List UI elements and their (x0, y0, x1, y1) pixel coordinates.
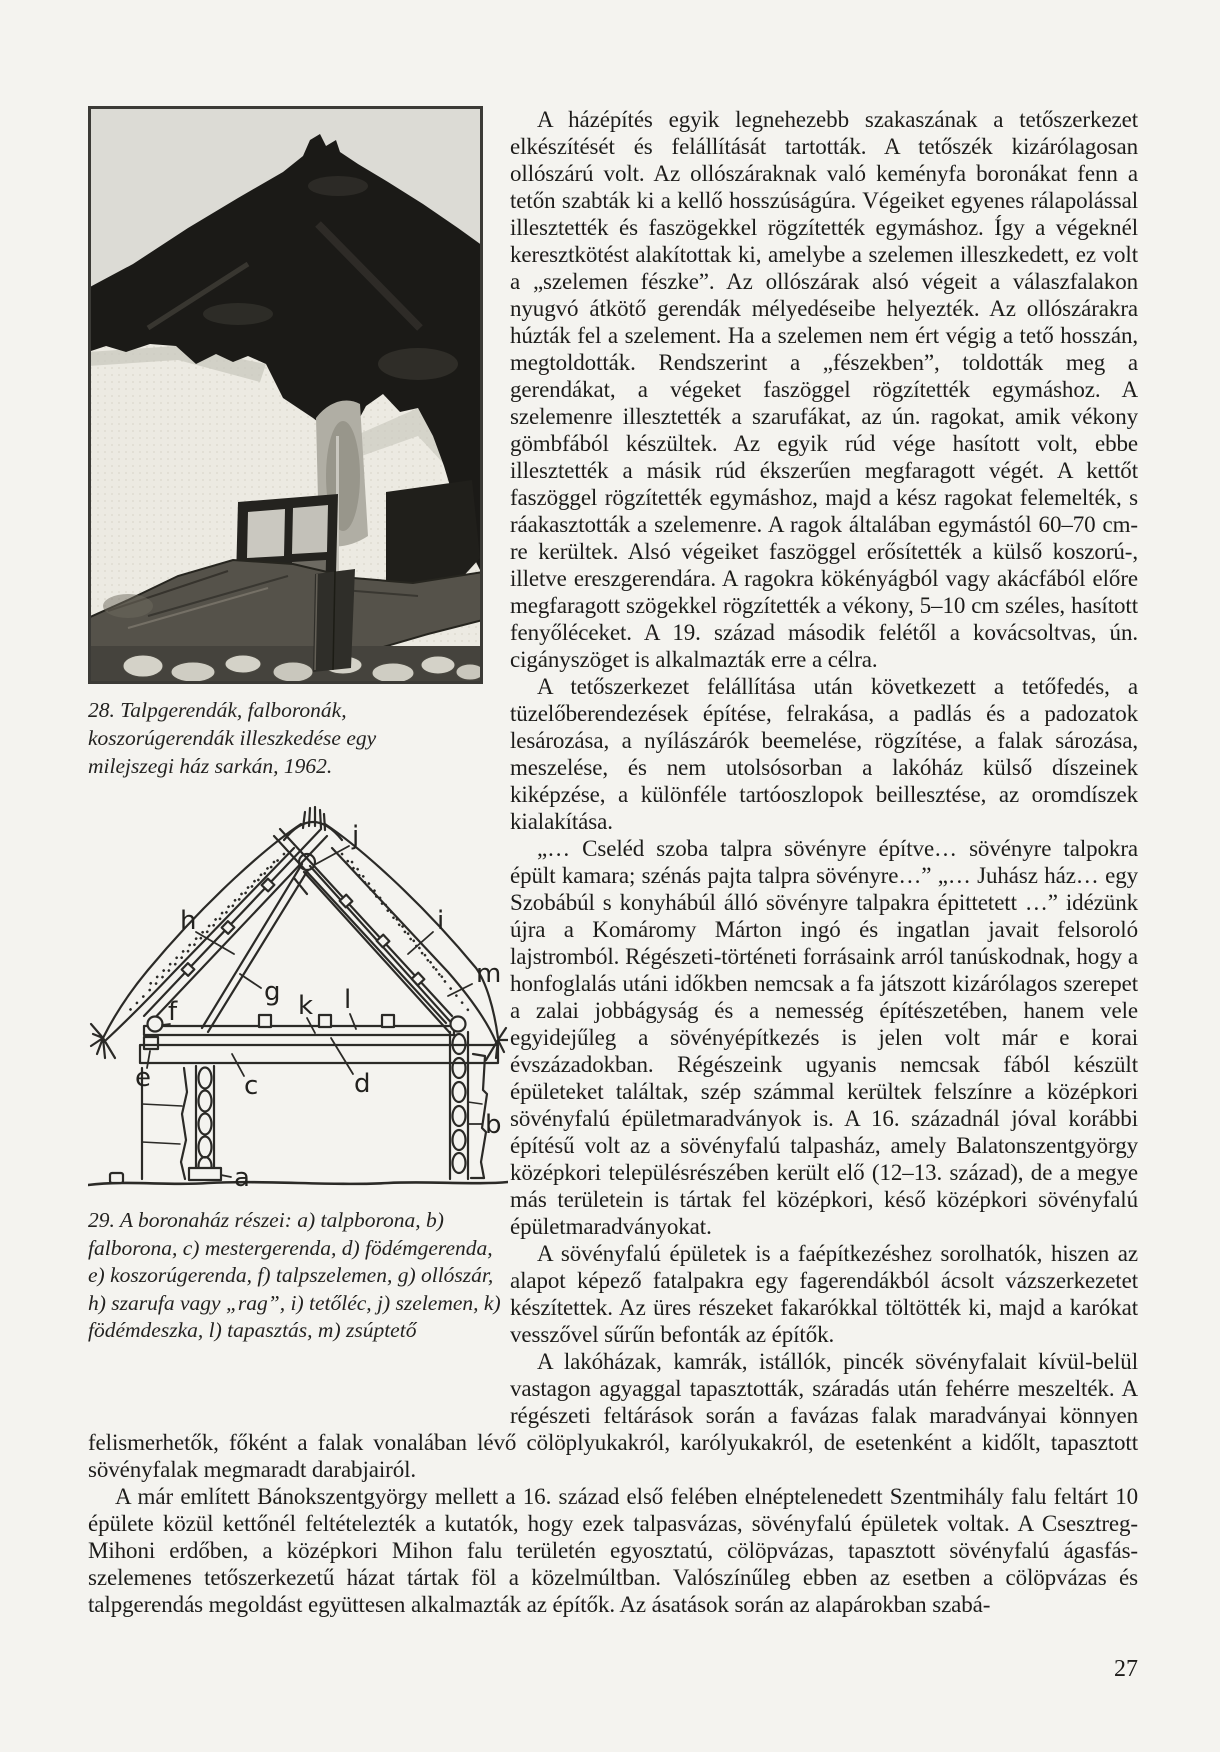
figure-28-caption: 28. Talpgerendák, falboronák, koszorúgerendák illeszkedése egy milejszegi ház sarkán, 1962. (88, 698, 377, 778)
drawing-label-f: f (168, 997, 178, 1027)
body-paragraph: A házépítés egyik legnehezebb szakaszának a tetőszerkezet elkészítését és felállítását tartották. A tetőszék kizárólagosan ollószárú volt. Az ollószáraknak való keményfa boronákat fenn a tetőn szabták ki a kellő hosszúságúra. Végeiket egyenes rálapolással illesztették és faszögekkel rögzítették egymáshoz. Így a végeknél keresztkötést alakítottak ki, amelybe a szelemen illeszkedett, ez volt a „szelemen fészke”. Az ollószárak alsó végeit a válaszfalakon nyugvó átkötő gerendák mélyedéseibe helyezték. Az ollószárakra húzták fel a szelement. Ha a szelemen nem ért végig a tető hosszán, megtoldották. Rendszerint a „fészekben”, toldották meg a gerendákat, a végeket faszöggel rögzítették egymáshoz. A szelemenre illesztették a szarufákat, az ún. ragokat, amik vékony gömbfából készültek. Az egyik rúd vége hasított volt, ebbe illesztették a másik rúd ékszerűen megfaragott végét. A kettőt faszöggel rögzítették egymáshoz, majd a kész ragokat felemelték, s ráakasztották a szelemenre. A ragok általában egymástól 60–70 cm-re kerültek. Alsó végeiket faszöggel erősítették a külső koszorú-, illetve ereszgerendára. A ragokra kökényágból vagy akácfából előre megfaragott szögekkel rögzítették a vékony, 5–10 cm széles, hasított fenyőléceket. A 19. század második felétől a kovácsoltvas, ún. cigányszöget is alkalmazták erre a célra. (510, 107, 1138, 672)
page-content (88, 106, 1138, 1618)
body-paragraph: A sövényfalú épületek is a faépítkezéshez sorolhatók, hiszen az alapot képező fatalpakra egy fagerendákból ácsolt vázszerkezetet készítettek. Az üres részeket fakarókkal töltötték ki, majd a karókat vesszővel sűrűn befonták az építők. (510, 1241, 1138, 1347)
drawing-label-e: e (135, 1063, 151, 1093)
boronahaz-cross-section-drawing (88, 802, 508, 1197)
body-paragraph: A lakóházak, kamrák, istállók, pincék sövényfalait kívül-belül vastagon agyaggal tapasztották, száradás után fehérre meszelték. A régészeti feltárások során a favázas falak maradványai könnyen felismerhetők, főként a falak vonalában lévő cölöplyukakról, karólyukakról, de esetenként a kidőlt, tapasztott sövényfalak megmaradt darabjairól. (88, 1349, 1138, 1482)
drawing-label-b: b (485, 1110, 502, 1140)
drawing-label-m: m (476, 959, 502, 989)
drawing-label-l: l (344, 985, 352, 1015)
drawing-label-k: k (298, 991, 314, 1021)
page-number: 27 (1114, 1656, 1138, 1682)
body-paragraph: „… Cseléd szoba talpra sövényre építve… sövényre talpokra épült kamara; szénás pajta talpra sövényre…” „… Juhász ház… egy Szobábúl s konyhábúl álló sövényre talpakra épittetett …” idézünk újra a Komáromy Márton ingó és ingatlan javait felsoroló lajstromból. Régészeti-történeti forrásaink arról tanúskodnak, hogy a honfoglalás utáni időkben nemcsak a fa játszott kizárólagos szerepet a zalai jobbágyság és a nemesség építészetében, hanem vele egyidejűleg a sövényépítkezés is jelen volt már e korai évszázadokban. Régészeink ugyanis nemcsak fából készült épületeket találtak, szép számmal kerültek felszínre a középkori sövényfalú épületmaradványok is. A 16. századnál jóval korábbi építésű volt az a sövényfalú talpasház, amely Balatonszentgyörgy középkori településrészében került elő (12–13. század), de a megye más területein is tártak fel középkori, késő középkori sövényfalú épületmaradványokat. (510, 836, 1138, 1239)
drawing-label-j: j (352, 821, 360, 851)
drawing-label-h: h (180, 906, 197, 936)
drawing-label-a: a (234, 1163, 250, 1193)
body-paragraph: A tetőszerkezet felállítása után következett a tetőfedés, a tüzelőberendezések építése, felrakása, a padlás és a padozatok lesározása, a nyílászárók beemelése, rögzítése, a falak sározása, meszelése, és nem utolsósorban a lakóház külső díszeinek kiképzése, a különféle tartóoszlopok beillesztése, az oromdíszek kialakítása. (510, 674, 1138, 834)
drawing-label-i: i (437, 906, 445, 936)
figure-column (88, 106, 510, 1404)
house-corner-photo (88, 106, 483, 684)
drawing-label-d: d (354, 1069, 371, 1099)
drawing-label-c: c (244, 1071, 259, 1101)
body-paragraph: A már említett Bánokszentgyörgy mellett a 16. század első felében elnéptelenedett Szentmihály falu feltárt 10 épülete közül kettőnél feltételezték a kutatók, hogy ezek talpasvázas, sövényfalú épületek voltak. A Csesztreg-Mihoni erdőben, a középkori Mihon falu területén egyosztatú, cölöpvázas, tapasztott sövényfalú ágasfás-szelemenes tetőszerkezetű házat tártak föl a közelmúltban. Valószínűleg ebben az esetben a cölöpvázas és talpgerendás megoldást együttesen alkalmazták az építők. Az ásatások során az alapárokban szabá- (88, 1484, 1138, 1617)
figure-29-caption: 29. A boronaház részei: a) talpborona, b) falborona, c) mestergerenda, d) födémgerenda, e) koszorúgerenda, f) talpszelemen, g) ollószár, h) szarufa vagy „rag”, i) tetőléc, j) szelemen, k) födémdeszka, l) tapasztás, m) zsúptető (88, 1208, 501, 1342)
drawing-label-g: g (264, 977, 281, 1007)
